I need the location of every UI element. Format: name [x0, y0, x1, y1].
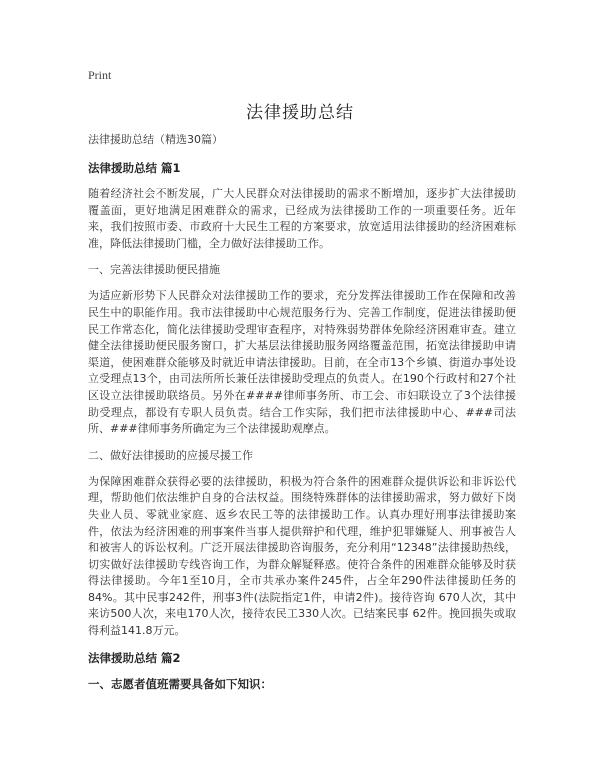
document-body [88, 132, 516, 692]
article-2-heading: 法律援助总结 篇2 [88, 650, 181, 665]
article-1-section-1-title: 一、完善法律援助便民措施 [88, 263, 220, 277]
article-1-section-2-body: 为保障困难群众获得必要的法律援助，积极为符合条件的困难群众提供诉讼和非诉讼代理，帮助他们依法维护自身的合法权益。围绕特殊群体的法律援助需求，努力做好下岗失业人员、零就业家庭、返乡农民工等的法律援助工作。认真办理好刑事法律援助案件，依法为经济困难的刑事案件当事人提供辩护和代理，维护犯罪嫌疑人、刑事被告人和被害人的诉讼权利。广泛开展法律援助咨询服务，充分利用“12348”法律援助热线，切实做好法律援助专线咨询工作，为群众解疑释惑。使符合条件的困难群众能够及时获得法律援助。今年1至10月，全市共承办案件245件，占全年290件法律援助任务的84%。其中民事242件，刑事3件(法院指定1件，申请2件)。接待咨询 670人次，其中来访500人次，来电170人次，接待农民工330人次。已结案民事 62件。挽回损失或取得利益141.8万元。 [88, 474, 516, 638]
article-1-intro: 随着经济社会不断发展，广大人民群众对法律援助的需求不断增加，逐步扩大法律援助覆盖面，更好地满足困难群众的需求，已经成为法律援助工作的一项重要任务。近年来，我们按照市委、市政府十大民生工程的方案要求，放宽适用法律援助的经济困难标准，降低法律援助门槛，全力做好法律援助工作。 [88, 187, 516, 250]
article-2-section-1-title: 一、志愿者值班需要具备如下知识： [88, 676, 272, 691]
article-1-section-2-title: 二、做好法律援助的应援尽援工作 [88, 448, 253, 462]
print-label[interactable]: Print [88, 68, 112, 82]
article-1-heading: 法律援助总结 篇1 [88, 161, 181, 175]
article-1-section-1-body: 为适应新形势下人民群众对法律援助工作的要求，充分发挥法律援助工作在保障和改善民生中的职能作用。我市法律援助中心规范服务行为、完善工作制度，促进法律援助便民工作常态化，简化法律援助受理审查程序，对特殊弱势群体免除经济困难审查。建立健全法律援助便民服务窗口，扩大基层法律援助服务网络覆盖范围，拓宽法律援助申请渠道，使困难群众能够及时就近申请法律援助。目前，在全市13个乡镇、街道办事处设立受理点13个，由司法所所长兼任法律援助受理点的负责人。在190个行政村和27个社区设立法律援助联络员。另外在####律师事务所、市工会、市妇联设立了3个法律援助受理点，都设有专职人员负责。结合工作实际，我们把市法律援助中心、###司法所、###律师事务所确定为三个法律援助观摩点。 [88, 289, 516, 436]
document-subtitle: 法律援助总结（精选30篇） [88, 133, 223, 146]
page-title: 法律援助总结 [246, 103, 354, 123]
